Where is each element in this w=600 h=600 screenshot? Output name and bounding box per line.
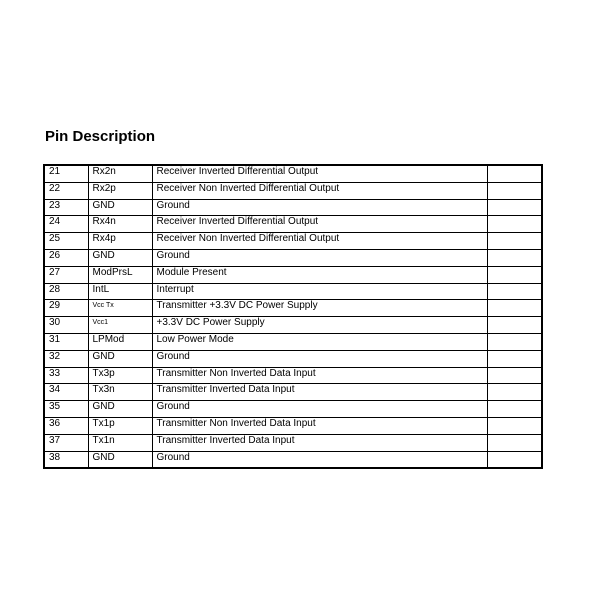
pin-number-cell: 25 bbox=[44, 233, 88, 250]
table-row bbox=[44, 384, 542, 401]
pin-symbol-cell: Rx2p bbox=[88, 182, 152, 199]
pin-symbol-cell: Tx1n bbox=[88, 434, 152, 451]
pin-description-cell: Transmitter +3.3V DC Power Supply bbox=[152, 300, 487, 317]
pin-symbol-cell: GND bbox=[88, 451, 152, 468]
pin-symbol-cell: Rx4p bbox=[88, 233, 152, 250]
pin-number-cell: 36 bbox=[44, 417, 88, 434]
pin-number-cell: 38 bbox=[44, 451, 88, 468]
table-row bbox=[44, 434, 542, 451]
pin-description-cell: Ground bbox=[152, 199, 487, 216]
pin-number-cell: 26 bbox=[44, 249, 88, 266]
pin-notes-cell bbox=[487, 266, 542, 283]
pin-symbol-cell: ModPrsL bbox=[88, 266, 152, 283]
pin-symbol-cell: Rx2n bbox=[88, 165, 152, 182]
table-row bbox=[44, 401, 542, 418]
pin-notes-cell bbox=[487, 350, 542, 367]
pin-number-cell: 21 bbox=[44, 165, 88, 182]
pin-description-cell: Interrupt bbox=[152, 283, 487, 300]
pin-notes-cell bbox=[487, 333, 542, 350]
pin-symbol-cell: Vcc1 bbox=[88, 317, 152, 334]
pin-description-cell: Transmitter Non Inverted Data Input bbox=[152, 417, 487, 434]
table-row bbox=[44, 266, 542, 283]
pin-notes-cell bbox=[487, 233, 542, 250]
pin-symbol-cell: Vcc Tx bbox=[88, 300, 152, 317]
pin-description-table bbox=[43, 164, 543, 469]
pin-description-cell: Transmitter Inverted Data Input bbox=[152, 434, 487, 451]
table-row bbox=[44, 333, 542, 350]
table-row bbox=[44, 300, 542, 317]
pin-notes-cell bbox=[487, 182, 542, 199]
pin-number-cell: 23 bbox=[44, 199, 88, 216]
pin-number-cell: 37 bbox=[44, 434, 88, 451]
pin-number-cell: 35 bbox=[44, 401, 88, 418]
pin-number-cell: 29 bbox=[44, 300, 88, 317]
pin-description-cell: Transmitter Inverted Data Input bbox=[152, 384, 487, 401]
pin-notes-cell bbox=[487, 283, 542, 300]
table-row bbox=[44, 199, 542, 216]
table-row bbox=[44, 249, 542, 266]
pin-number-cell: 27 bbox=[44, 266, 88, 283]
table-row bbox=[44, 165, 542, 182]
pin-description-cell: +3.3V DC Power Supply bbox=[152, 317, 487, 334]
pin-symbol-cell: Rx4n bbox=[88, 216, 152, 233]
pin-symbol-cell: LPMod bbox=[88, 333, 152, 350]
pin-symbol-cell: GND bbox=[88, 401, 152, 418]
pin-notes-cell bbox=[487, 401, 542, 418]
pin-number-cell: 34 bbox=[44, 384, 88, 401]
pin-symbol-cell: Tx3n bbox=[88, 384, 152, 401]
pin-number-cell: 32 bbox=[44, 350, 88, 367]
pin-symbol-cell: GND bbox=[88, 350, 152, 367]
pin-symbol-cell: GND bbox=[88, 249, 152, 266]
pin-notes-cell bbox=[487, 300, 542, 317]
table-row bbox=[44, 451, 542, 468]
table-row bbox=[44, 317, 542, 334]
pin-number-cell: 22 bbox=[44, 182, 88, 199]
pin-number-cell: 28 bbox=[44, 283, 88, 300]
pin-description-cell: Ground bbox=[152, 451, 487, 468]
pin-notes-cell bbox=[487, 367, 542, 384]
table-row bbox=[44, 182, 542, 199]
table-row bbox=[44, 283, 542, 300]
pin-notes-cell bbox=[487, 451, 542, 468]
pin-description-cell: Receiver Non Inverted Differential Output bbox=[152, 182, 487, 199]
pin-notes-cell bbox=[487, 199, 542, 216]
pin-notes-cell bbox=[487, 216, 542, 233]
pin-description-cell: Ground bbox=[152, 249, 487, 266]
table-row bbox=[44, 417, 542, 434]
pin-description-cell: Receiver Inverted Differential Output bbox=[152, 165, 487, 182]
pin-description-cell: Receiver Non Inverted Differential Output bbox=[152, 233, 487, 250]
table-row bbox=[44, 350, 542, 367]
pin-description-cell: Transmitter Non Inverted Data Input bbox=[152, 367, 487, 384]
pin-notes-cell bbox=[487, 249, 542, 266]
pin-description-cell: Module Present bbox=[152, 266, 487, 283]
pin-number-cell: 30 bbox=[44, 317, 88, 334]
pin-notes-cell bbox=[487, 417, 542, 434]
pin-symbol-cell: Tx3p bbox=[88, 367, 152, 384]
pin-symbol-cell: GND bbox=[88, 199, 152, 216]
table-row bbox=[44, 233, 542, 250]
pin-notes-cell bbox=[487, 165, 542, 182]
pin-table-body bbox=[44, 165, 542, 468]
pin-description-cell: Receiver Inverted Differential Output bbox=[152, 216, 487, 233]
pin-symbol-cell: IntL bbox=[88, 283, 152, 300]
table-row bbox=[44, 367, 542, 384]
pin-notes-cell bbox=[487, 317, 542, 334]
pin-number-cell: 31 bbox=[44, 333, 88, 350]
pin-description-cell: Ground bbox=[152, 401, 487, 418]
pin-notes-cell bbox=[487, 434, 542, 451]
pin-number-cell: 24 bbox=[44, 216, 88, 233]
pin-description-cell: Ground bbox=[152, 350, 487, 367]
pin-number-cell: 33 bbox=[44, 367, 88, 384]
pin-description-cell: Low Power Mode bbox=[152, 333, 487, 350]
pin-symbol-cell: Tx1p bbox=[88, 417, 152, 434]
table-row bbox=[44, 216, 542, 233]
page-title: Pin Description bbox=[45, 128, 156, 145]
pin-notes-cell bbox=[487, 384, 542, 401]
